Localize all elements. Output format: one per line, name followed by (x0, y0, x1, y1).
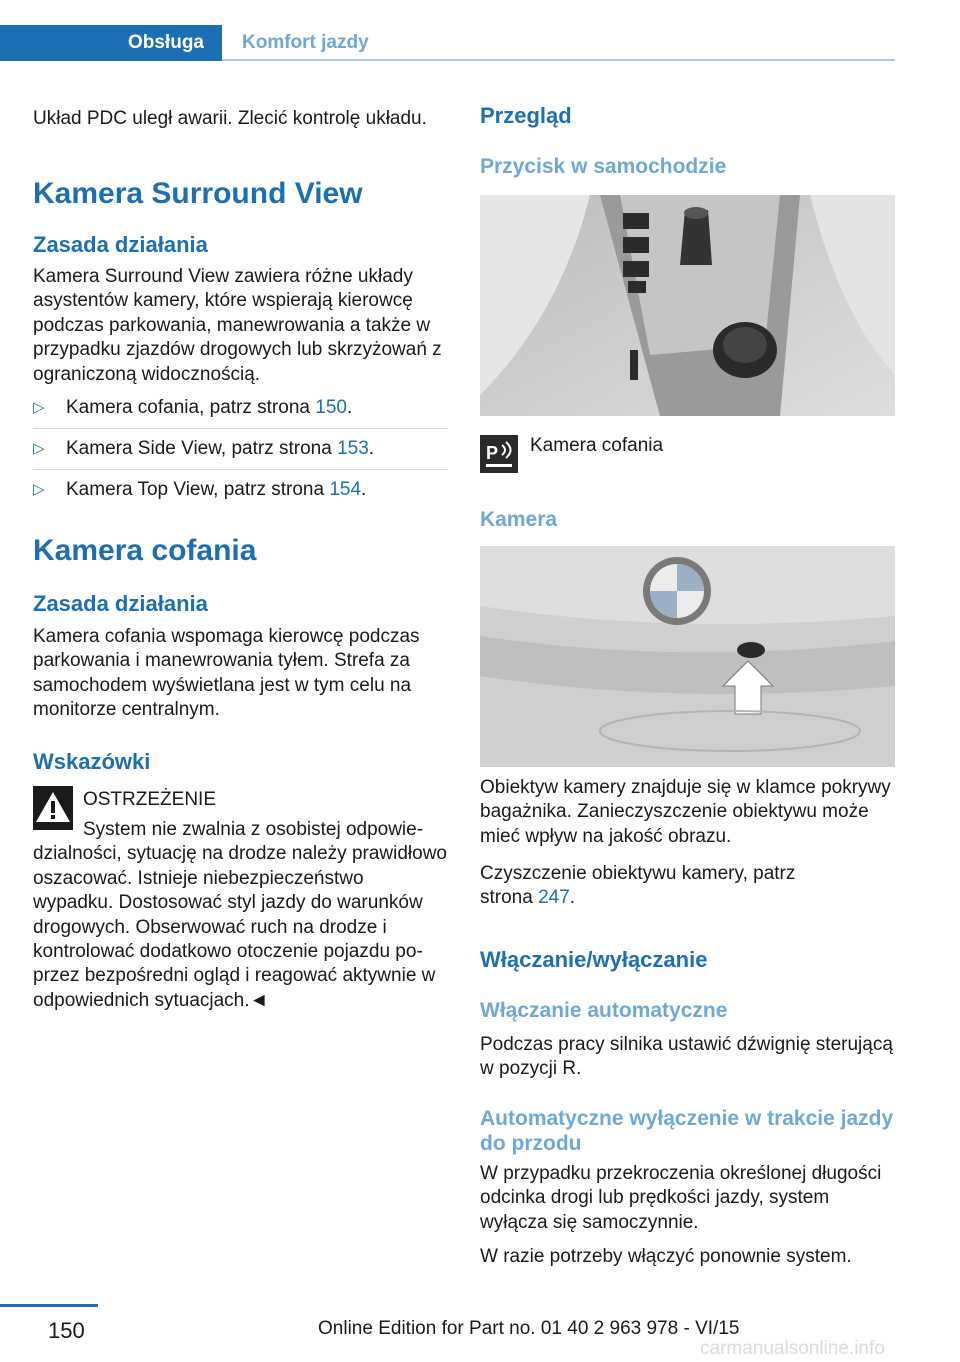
footer-rule (0, 1304, 98, 1307)
auto-off-title: Automatyczne wyłączenie w trakcie jazdy do przodu (480, 1107, 894, 1155)
surround-subtitle: Zasada działania (33, 232, 208, 257)
auto-off-text-2: W razie potrzeby włączyć ponownie system. (480, 1246, 852, 1267)
rear-camera-subtitle: Zasada działania (33, 591, 208, 616)
page-number: 150 (48, 1318, 85, 1343)
list-item: ▷ Kamera Top View, patrz strona 154. (33, 479, 367, 500)
intro-text: Układ PDC uległ awarii. Zlecić kontrolę układu. (33, 108, 427, 129)
camera-section-title: Kamera (480, 508, 558, 531)
auto-on-text: Podczas pracy silnika ustawić dźwignię sterującą w pozycji R. (480, 1034, 893, 1080)
rear-camera-body: Kamera cofania wspomaga kierowcę podczas parkowania i manewrowania tyłem. Strefa za samochodem wyświetlana jest w tym celu na monitorze centralnym. (33, 626, 420, 721)
header-tabs (0, 25, 895, 61)
warning-label: OSTRZEŻENIE (83, 789, 217, 810)
onoff-title: Włączanie/wyłączanie (480, 947, 708, 972)
tab-komfort-jazdy[interactable]: Komfort jazdy (242, 32, 369, 53)
page-link[interactable]: 247 (538, 887, 570, 909)
rear-camera-button-icon (480, 435, 518, 473)
edition-info: Online Edition for Part no. 01 40 2 963 978 - VI/15 (318, 1318, 740, 1339)
camera-text-1: Obiektyw kamery znajduje się w klamce pokrywy bagażnika. Zanieczyszczenie obiektywu może mieć wpływ na jakość obrazu. (480, 777, 891, 847)
notes-title: Wskazówki (33, 749, 151, 774)
list-item: ▷ Kamera Side View, patrz strona 153. (33, 438, 375, 459)
console-photo (480, 195, 895, 416)
auto-off-text-1: W przypadku przekroczenia określonej długości odcinka drogi lub prędkości jazdy, system wyłącza się samoczynnie. (480, 1163, 882, 1233)
tab-divider (222, 59, 895, 61)
camera-text-2: Czyszczenie obiektywu kamery, patrz strona 247. (480, 863, 796, 909)
page-link[interactable]: 150 (315, 397, 347, 418)
list-item: ▷ Kamera cofania, patrz strona 150. (33, 397, 353, 418)
triangle-bullet-icon: ▷ (33, 440, 45, 457)
tab-obsluga[interactable]: Obsługa (0, 25, 222, 61)
tailgate-photo (480, 546, 895, 767)
button-caption: Kamera cofania (530, 435, 664, 456)
surround-title: Kamera Surround View (33, 177, 363, 210)
page-link[interactable]: 154 (329, 479, 362, 500)
surround-body: Kamera Surround View zawiera różne układy asystentów kamery, które wspierają kierowcę podczas parkowania, manewrowania a także w przypadku zjazdów drogowych lub skrzyżowań z ograniczoną widocznością. (33, 266, 442, 385)
warning-text: System nie zwalnia z osobistej odpowiedzialności, sytuację na drodze należy prawidłowo oszacować. Istnieje niebezpieczeństwo wypadku. Dostosować styl jazdy do warunków drogowych. Obserwować ruch na drodze i kontrolować dodatkowo otoczenie pojazdu poprzez bezpośredni ogląd i reagować aktywnie w odpowiednich sytuacjach.◄ (33, 819, 448, 1011)
page-link[interactable]: 153 (337, 438, 369, 459)
triangle-bullet-icon: ▷ (33, 481, 45, 498)
rear-camera-title: Kamera cofania (33, 534, 257, 567)
list-divider (33, 428, 448, 429)
watermark: carmanualsonline.info (700, 1338, 885, 1359)
surround-list (33, 396, 448, 502)
overview-title: Przegląd (480, 103, 572, 128)
auto-on-title: Włączanie automatyczne (480, 999, 728, 1022)
list-divider (33, 469, 448, 470)
triangle-bullet-icon: ▷ (33, 399, 45, 416)
button-section-title: Przycisk w samochodzie (480, 155, 727, 178)
svg-text:P: P (486, 443, 499, 463)
